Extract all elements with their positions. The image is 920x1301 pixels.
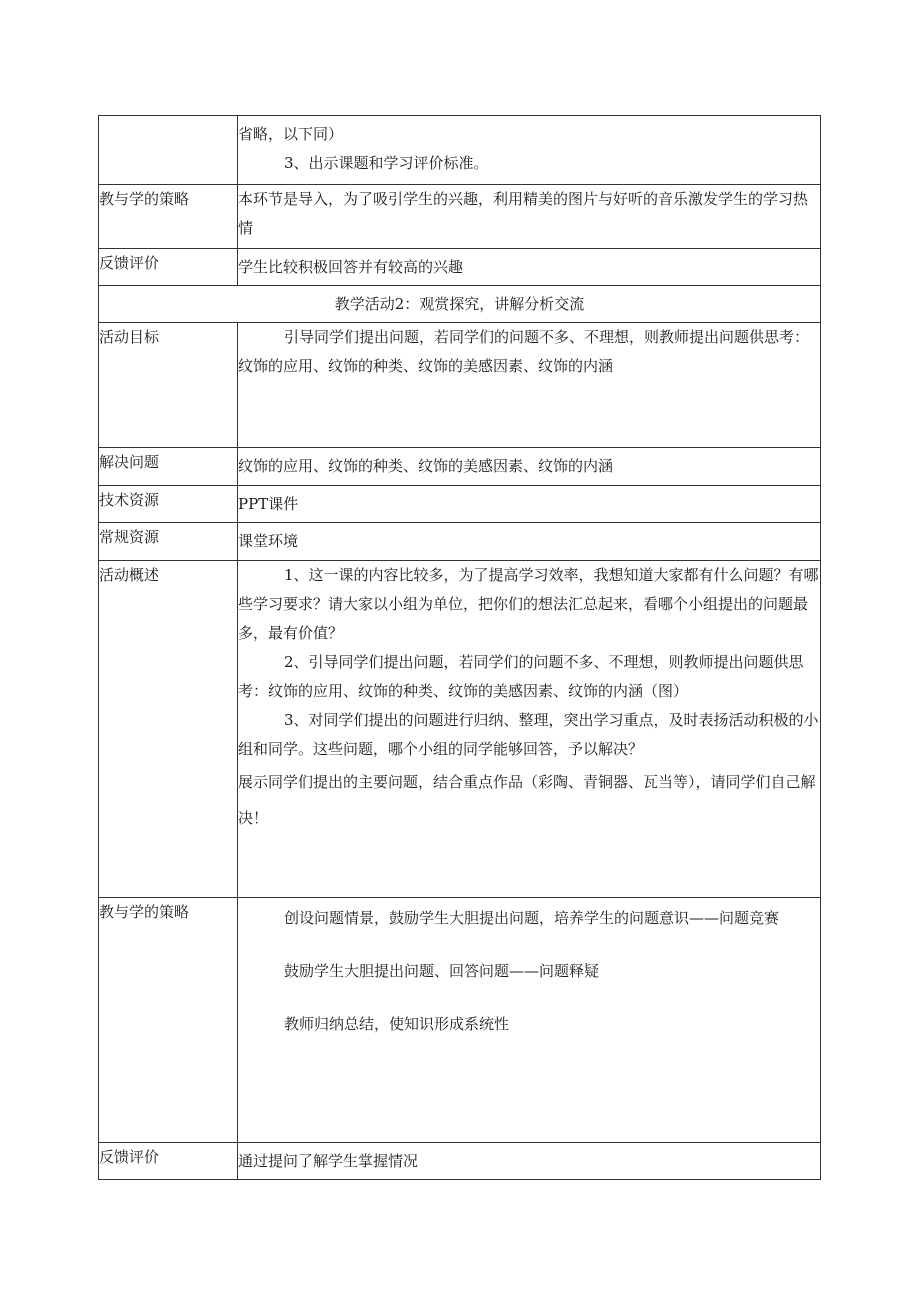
row-content [238,116,821,185]
table-row [99,448,821,486]
paragraph: 2、引导同学们提出问题，若同学们的问题不多、不理想，则教师提出问题供思考：纹饰的应用、纹饰的种类、纹饰的美感因素、纹饰的内涵（图） [238,653,804,700]
row-label: 技术资源 [99,486,238,523]
row-label: 反馈评价 [99,249,238,286]
row-label: 教与学的策略 [99,185,238,249]
row-content [238,561,821,898]
table-row [99,561,821,898]
text-line: 3、出示课题和学习评价标准。 [284,154,489,172]
row-content: PPT课件 [238,486,821,523]
table-row [99,249,821,286]
paragraph: 展示同学们提出的主要问题，结合重点作品（彩陶、青铜器、瓦当等），请同学们自己解决！ [238,773,816,827]
text-line: 省略，以下同） [238,125,344,143]
row-label: 常规资源 [99,523,238,561]
row-label: 活动目标 [99,323,238,448]
row-label: 教与学的策略 [99,898,238,1143]
row-label: 解决问题 [99,448,238,486]
paragraph: 鼓励学生大胆提出问题、回答问题——问题释疑 [284,962,600,980]
row-content: 纹饰的应用、纹饰的种类、纹饰的美感因素、纹饰的内涵 [238,448,821,486]
lesson-plan-table [98,115,821,1180]
paragraph: 1、这一课的内容比较多，为了提高学习效率，我想知道大家都有什么问题？有哪些学习要求？请大家以小组为单位，把你们的想法汇总起来，看哪个小组提出的问题最多，最有价值？ [238,566,819,642]
row-content [238,898,821,1143]
paragraph: 创设问题情景，鼓励学生大胆提出问题，培养学生的问题意识——问题竞赛 [284,909,780,927]
table-row [99,898,821,1143]
table-row [99,486,821,523]
table-row [99,116,821,185]
table-row [99,185,821,249]
row-content: 通过提问了解学生掌握情况 [238,1143,821,1180]
row-content: 引导同学们提出问题，若同学们的问题不多、不理想，则教师提出问题供思考：纹饰的应用、纹饰的种类、纹饰的美感因素、纹饰的内涵 [238,323,821,448]
section-heading: 教学活动2：观赏探究，讲解分析交流 [99,286,821,323]
paragraph: 3、对同学们提出的问题进行归纳、整理，突出学习重点，及时表扬活动积极的小组和同学。这些问题，哪个小组的同学能够回答，予以解决？ [238,711,819,758]
row-label: 反馈评价 [99,1143,238,1180]
row-label [99,116,238,185]
table-row [99,1143,821,1180]
table-row [99,523,821,561]
row-label: 活动概述 [99,561,238,898]
table-row [99,286,821,323]
table-row [99,323,821,448]
row-content: 本环节是导入，为了吸引学生的兴趣，利用精美的图片与好听的音乐激发学生的学习热情 [238,185,821,249]
row-content: 学生比较积极回答并有较高的兴趣 [238,249,821,286]
row-content: 课堂环境 [238,523,821,561]
paragraph: 教师归纳总结，使知识形成系统性 [284,1015,510,1033]
